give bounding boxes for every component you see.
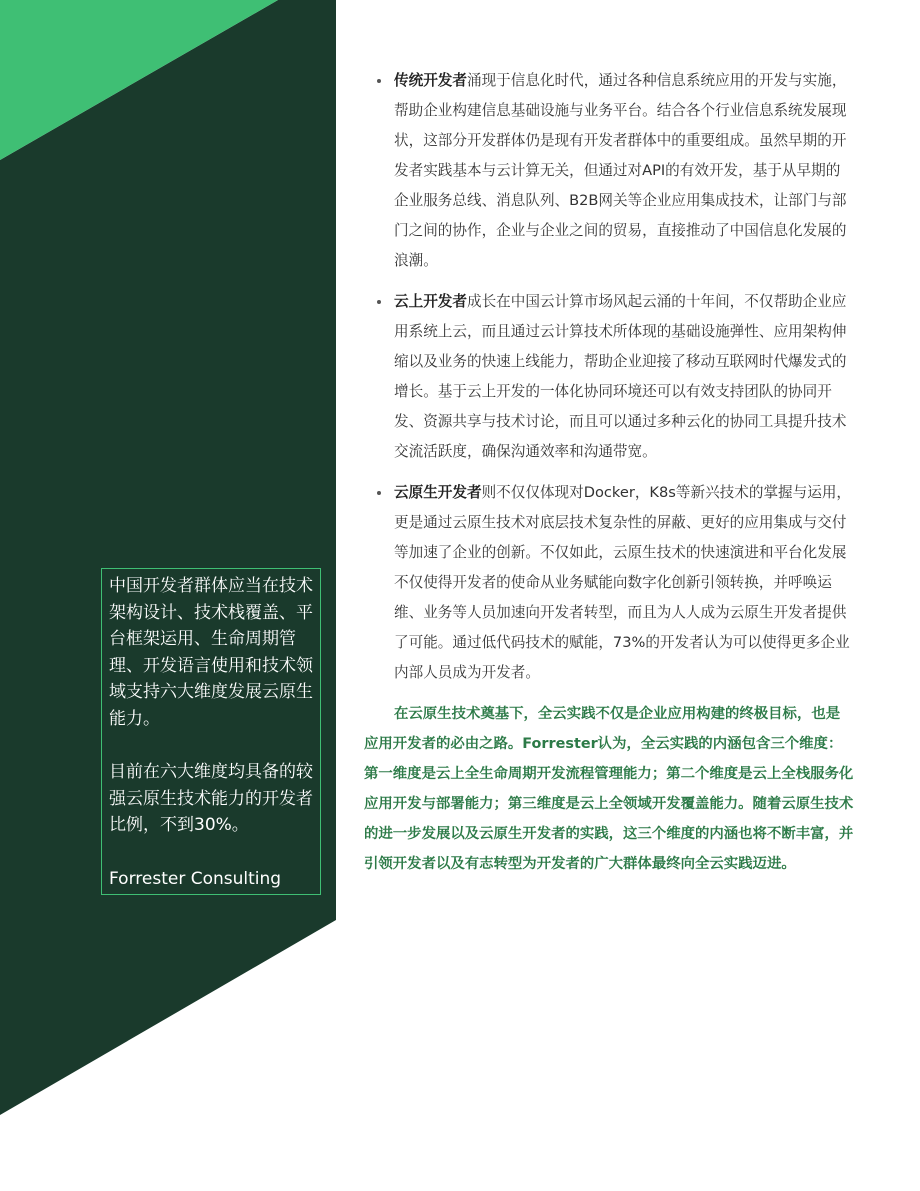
main-content [364,66,854,879]
callout-box [101,568,321,895]
bullet-term: 云上开发者 [394,293,467,310]
bullet-dot [377,491,381,495]
callout-source: Forrester Consulting [109,868,282,889]
bullet-cloud-native-developers [364,478,854,688]
bullet-cloud-developers [364,287,854,467]
bullet-text: 涌现于信息化时代，通过各种信息系统应用的开发与实施，帮助企业构建信息基础设施与业务平台。结合各个行业信息系统发展现状，这部分开发群体仍是现有开发者群体中的重要组成。虽然早期的开发者实践基本与云计算无关，但通过对API的有效开发，基于从早期的企业服务总线、消息队列、B2B网关等企业应用集成技术，让部门与部门之间的协作，企业与企业之间的贸易，直接推动了中国信息化发展的浪潮。 [394,72,847,269]
summary-paragraph: 在云原生技术奠基下，全云实践不仅是企业应用构建的终极目标，也是应用开发者的必由之路。Forrester认为，全云实践的内涵包含三个维度：第一维度是云上全生命周期开发流程管理能力；第二个维度是云上全栈服务化应用开发与部署能力；第三维度是云上全领域开发覆盖能力。随着云原生技术的进一步发展以及云原生开发者的实践，这三个维度的内涵也将不断丰富，并引领开发者以及有志转型为开发者的广大群体最终向全云实践迈进。 [364,706,854,872]
bullet-text: 则不仅仅体现对Docker，K8s等新兴技术的掌握与运用，更是通过云原生技术对底层技术复杂性的屏蔽、更好的应用集成与交付等加速了企业的创新。不仅如此，云原生技术的快速演进和平台化发展不仅使得开发者的使命从业务赋能向数字化创新引领转换，并呼唤运维、业务等人员加速向开发者转型，而且为人人成为云原生开发者提供了可能。通过低代码技术的赋能，73%的开发者认为可以使得更多企业内部人员成为开发者。 [394,484,852,681]
bullet-traditional-developers [364,66,854,276]
bullet-term: 传统开发者 [394,72,467,89]
bullet-term: 云原生开发者 [394,484,482,501]
bullet-dot [377,300,381,304]
dark-green-panel [0,0,336,1115]
callout-paragraph-1: 中国开发者群体应当在技术架构设计、技术栈覆盖、平台框架运用、生命周期管理、开发语言使用和技术领域支持六大维度发展云原生能力。 [109,576,313,729]
callout-paragraph-2: 目前在六大维度均具备的较强云原生技术能力的开发者比例，不到30%。 [109,762,313,835]
bullet-text: 成长在中国云计算市场风起云涌的十年间，不仅帮助企业应用系统上云，而且通过云计算技术所体现的基础设施弹性、应用架构伸缩以及业务的快速上线能力，帮助企业迎接了移动互联网时代爆发式的增长。基于云上开发的一体化协同环境还可以有效支持团队的协同开发、资源共享与技术讨论，而且可以通过多种云化的协同工具提升技术交流活跃度，确保沟通效率和沟通带宽。 [394,293,847,460]
bullet-dot [377,79,381,83]
